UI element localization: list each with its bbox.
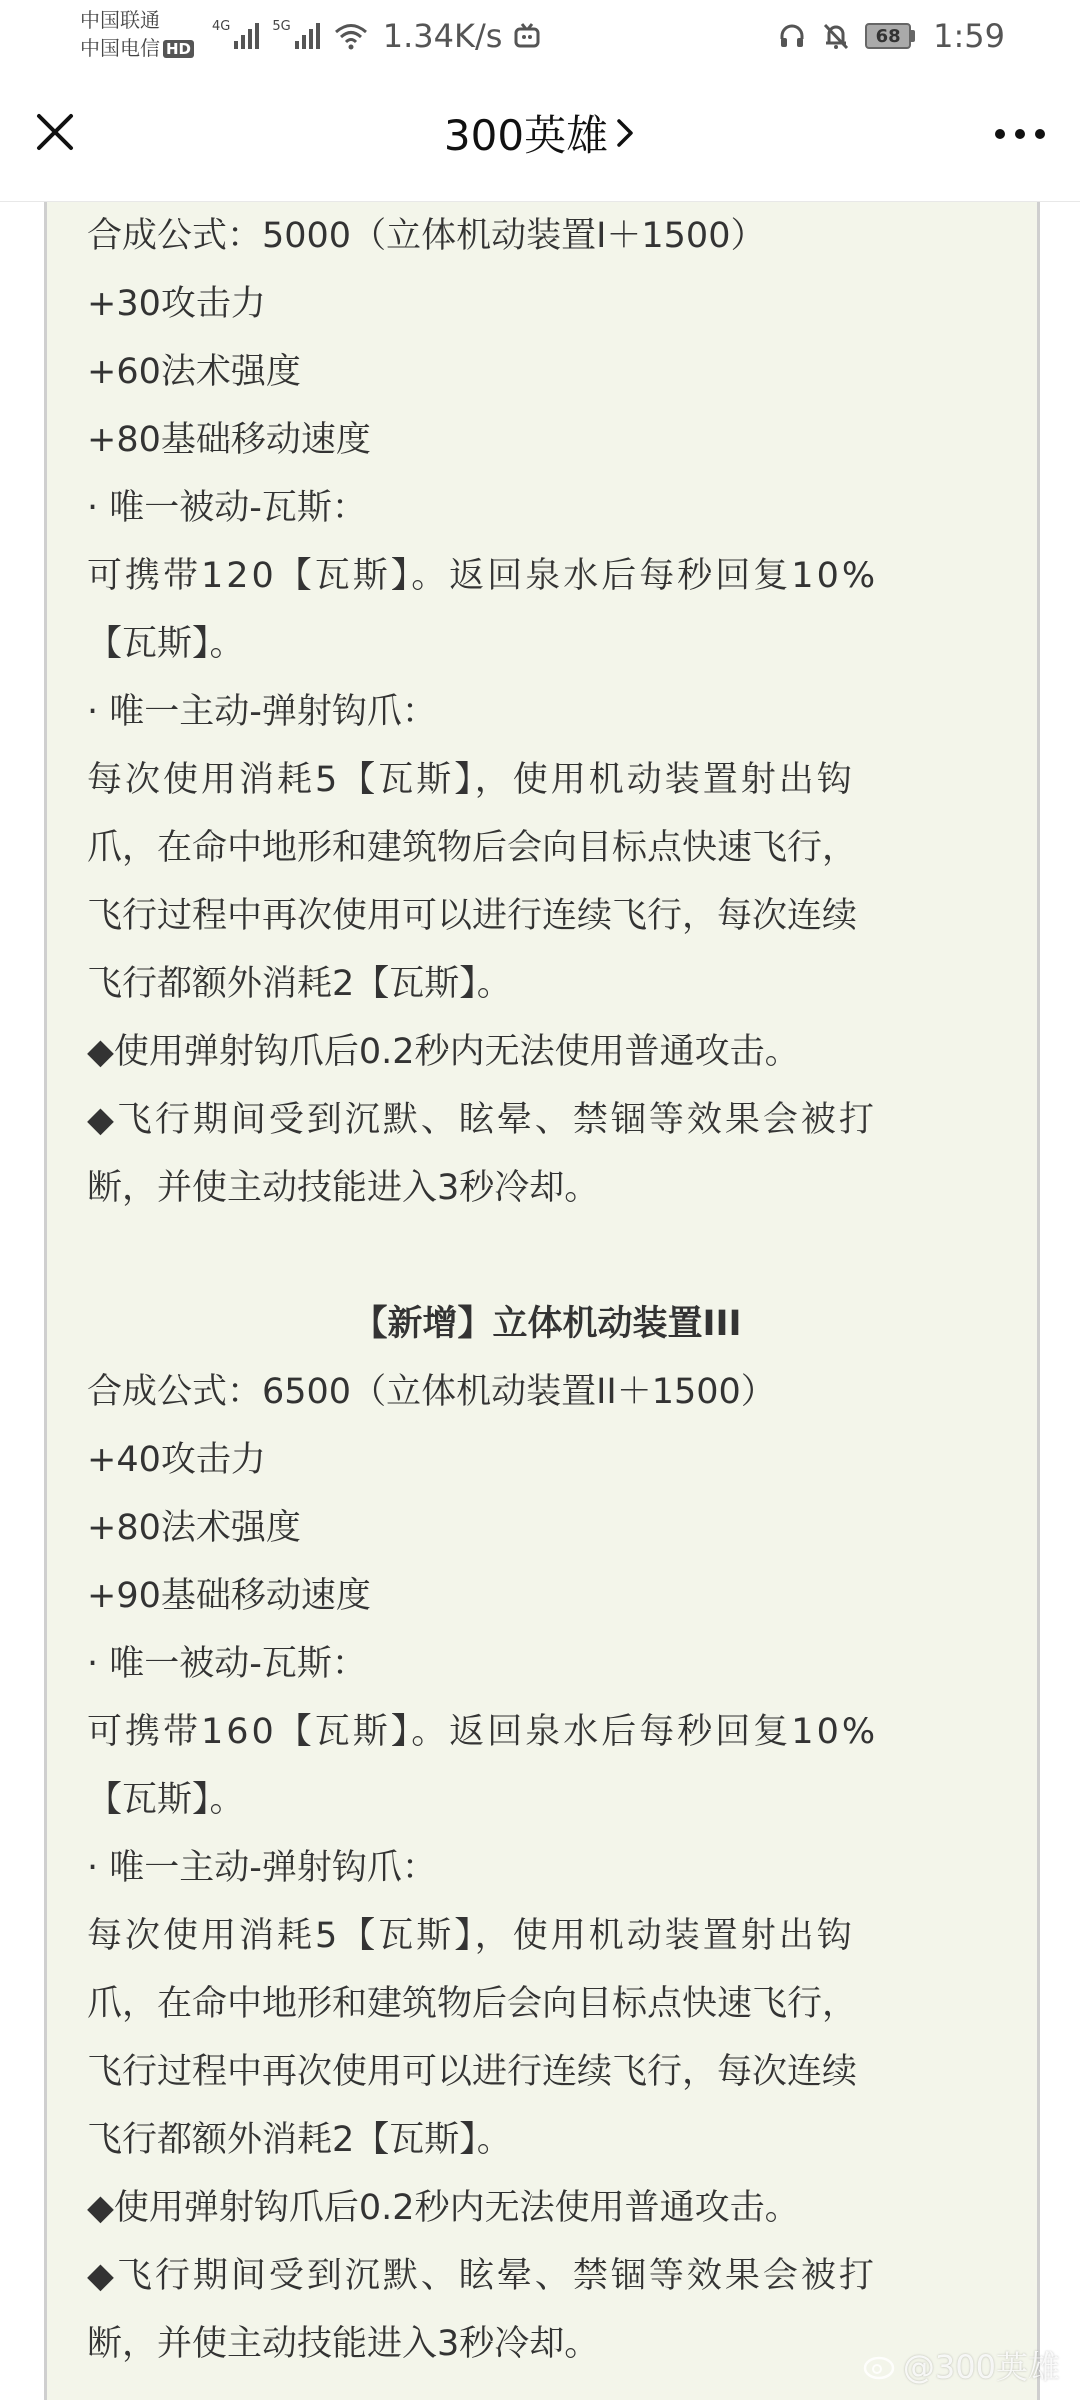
battery-level: 68	[865, 23, 911, 49]
patch-notes-text	[87, 202, 1007, 2378]
mute-bell-icon	[821, 21, 851, 51]
carrier-2: 中国电信	[80, 36, 160, 60]
weibo-logo-icon	[863, 2350, 897, 2380]
text-line: +40攻击力	[87, 1440, 266, 1480]
text-line: 可携带120【瓦斯】。返回泉水后每秒回复10%	[87, 556, 879, 596]
text-line: 【瓦斯】。	[87, 1780, 245, 1820]
wifi-icon	[333, 21, 369, 51]
text-line: 断，并使主动技能进入3秒冷却。	[87, 2324, 600, 2364]
watermark	[863, 2342, 1060, 2388]
carrier-1: 中国联通	[80, 8, 160, 32]
text-line: 断，并使主动技能进入3秒冷却。	[87, 1168, 600, 1208]
text-line: · 唯一主动-弹射钩爪：	[87, 1848, 437, 1888]
text-line: 可携带160【瓦斯】。返回泉水后每秒回复10%	[87, 1712, 879, 1752]
text-line: +80法术强度	[87, 1508, 301, 1548]
signal-icon	[232, 21, 262, 51]
text-line: +30攻击力	[87, 284, 266, 324]
carrier-info	[80, 6, 230, 62]
text-line: · 唯一主动-弹射钩爪：	[87, 692, 437, 732]
headset-icon	[777, 21, 807, 51]
text-line: 飞行过程中再次使用可以进行连续飞行，每次连续	[87, 896, 858, 936]
network-speed: 1.34K/s	[382, 17, 503, 55]
text-line: ◆使用弹射钩爪后0.2秒内无法使用普通攻击。	[87, 1032, 800, 1072]
hd-badge: HD	[163, 40, 194, 58]
signal-icon-2	[293, 21, 323, 51]
text-line: 每次使用消耗5【瓦斯】，使用机动装置射出钩	[87, 1916, 855, 1956]
network-4g-label: 4G	[212, 19, 231, 34]
watermark-text: @300英雄	[902, 2348, 1060, 2386]
text-line: 【瓦斯】。	[87, 624, 245, 664]
chevron-right-icon	[614, 116, 636, 150]
status-bar	[0, 0, 1080, 75]
text-line: ◆飞行期间受到沉默、眩晕、禁锢等效果会被打	[87, 2256, 877, 2296]
text-line: 每次使用消耗5【瓦斯】，使用机动装置射出钩	[87, 760, 855, 800]
text-line: ◆飞行期间受到沉默、眩晕、禁锢等效果会被打	[87, 1100, 877, 1140]
text-line: 合成公式：5000（立体机动装置I＋1500）	[87, 216, 766, 256]
text-line: 爪，在命中地形和建筑物后会向目标点快速飞行，	[87, 1984, 858, 2024]
text-line: +80基础移动速度	[87, 420, 371, 460]
more-dots-icon	[992, 126, 1048, 142]
text-line: 飞行都额外消耗2【瓦斯】。	[87, 2120, 512, 2160]
text-line: · 唯一被动-瓦斯：	[87, 1644, 367, 1684]
text-line: +60法术强度	[87, 352, 301, 392]
title-bar	[0, 75, 1080, 202]
text-line: 飞行都额外消耗2【瓦斯】。	[87, 964, 512, 1004]
network-5g-label: 5G	[272, 19, 291, 34]
patch-notes-box	[44, 202, 1040, 2400]
tv-notification-icon	[512, 21, 542, 51]
battery-indicator	[865, 23, 915, 49]
text-line: 爪，在命中地形和建筑物后会向目标点快速飞行，	[87, 828, 858, 868]
text-line: +90基础移动速度	[87, 1576, 371, 1616]
text-line: 飞行过程中再次使用可以进行连续飞行，每次连续	[87, 2052, 858, 2092]
account-title-link[interactable]	[0, 105, 1080, 161]
page-title: 300英雄	[443, 111, 609, 160]
text-line: ◆使用弹射钩爪后0.2秒内无法使用普通攻击。	[87, 2188, 800, 2228]
blank-line	[87, 1222, 1007, 1290]
more-options-button[interactable]	[988, 109, 1052, 159]
article-content[interactable]	[0, 202, 1080, 2400]
text-line: · 唯一被动-瓦斯：	[87, 488, 367, 528]
text-line: 合成公式：6500（立体机动装置II＋1500）	[87, 1372, 776, 1412]
section-heading: 【新增】立体机动装置III	[352, 1304, 742, 1344]
status-time: 1:59	[933, 17, 1005, 55]
